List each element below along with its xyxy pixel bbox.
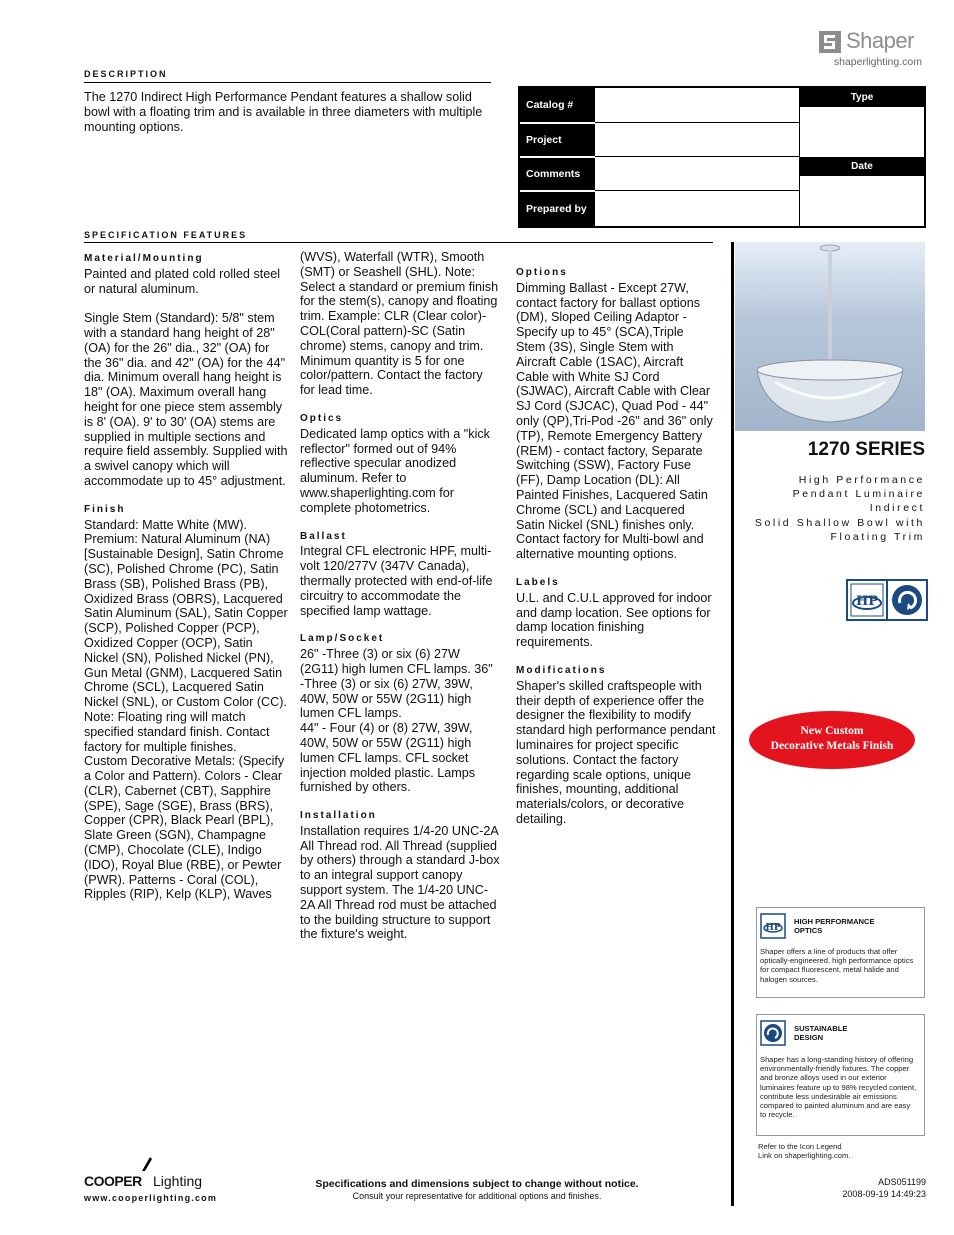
date-field[interactable] [800, 176, 924, 226]
svg-text:HP: HP [765, 923, 781, 933]
comments-label: Comments [520, 158, 595, 190]
catalog-field[interactable] [595, 88, 799, 123]
options-title: Options [516, 267, 568, 278]
sidebar-border [731, 242, 734, 1206]
description-text: The 1270 Indirect High Performance Pendant features a shallow solid bowl with a floating trim and is available in three diameters with multiple mounting options. [84, 90, 483, 134]
optics-title: Optics [300, 412, 344, 424]
subtitle-line: Floating Trim [830, 530, 925, 543]
high-performance-icon [760, 913, 786, 939]
recycle-arrow-icon [760, 1020, 786, 1046]
lighting-wordmark: Lighting [153, 1173, 203, 1189]
ballast-text: Integral CFL electronic HPF, multi-volt 120/277V (347V Canada), thermally protected with end-of-life circuitry to accommodate the specified lamp wattage. [300, 544, 493, 618]
series-subtitle [740, 473, 925, 544]
spec-column-1 [84, 238, 289, 902]
footer-notice: Specifications and dimensions subject to change without notice. [315, 1178, 639, 1190]
badge-line-2: Decorative Metals Finish [770, 740, 894, 752]
legend-sd-text: Shaper has a long-standing history of offering environmentally-friendly fixtures. The copper and bronze alloys used in our exterior luminaires feature up to 98% recycled content, contribute less undesirable air emissions compared to painted aluminum and are easy to recycle. [760, 1055, 917, 1120]
recycle-arrow-icon [888, 581, 926, 619]
spec-column-3 [516, 252, 716, 827]
modifications-title: Modifications [516, 664, 607, 676]
shaper-logo-icon [818, 30, 842, 54]
spec-column-2 [300, 250, 500, 942]
new-finish-badge [749, 711, 915, 769]
material-mounting-title: Material/Mounting [84, 253, 204, 264]
type-label: Type [800, 88, 924, 107]
modifications-text: Shaper's skilled craftspeople with their depth of experience offer the designer the flexibility to modify standard high performance pendant luminaires for project specific solutions. Contact the factory regarding scale options, unique finishes, mounting, additional materials/colors, or decorative detailing. [516, 678, 716, 826]
finish-title: Finish [84, 503, 126, 515]
footer-consult: Consult your representative for additional options and finishes. [352, 1191, 602, 1201]
hp-badge-text: HP [855, 594, 879, 609]
prepared-by-field[interactable] [595, 192, 799, 226]
description-rule [84, 82, 491, 83]
catalog-label: Catalog # [520, 88, 595, 122]
product-photo [735, 242, 925, 431]
brand-url[interactable]: shaperlighting.com [833, 56, 922, 68]
date-label: Date [800, 157, 924, 176]
project-label: Project [520, 124, 595, 156]
lamp-socket-title: Lamp/Socket [300, 633, 385, 645]
legend-hp-box [756, 907, 925, 998]
finish-continued-text: (WVS), Waterfall (WTR), Smooth (SMT) or Seashell (SHL). Note: Select a standard or premium finish for the stem(s), canopy and floating trim. Example: CLR (Clear color)-COL(Coral pattern)-SC (Satin chrome) stems, canopy and trim. Minimum quantity is 5 for one color/pattern. Contact the factory for lead time. [300, 250, 499, 398]
material-mounting-text: Painted and plated cold rolled steel or natural aluminum. Single Stem (Standard): 5/8" stem with a standard hang height of 28" (OA) for the 26" dia., 32" (OA) for the 36" dia. and 42" (OA) for the 44" dia. Minimum overall hang height is 18" (OA). Maximum overall hang height for one piece stem assembly is 8' (OA). 9' to 30' (OA) stems are supplied in multiple sections and require field assembly. Supplied with a swivel canopy which will accommodate up to 45° adjustment. [84, 266, 288, 488]
subtitle-line: Pendant Luminaire [792, 488, 925, 501]
shaper-logo [818, 28, 928, 56]
series-title: 1270 SERIES [807, 439, 925, 460]
legend-hp-title: HIGH PERFORMANCE OPTICS [794, 917, 875, 935]
legend-sd-box [756, 1014, 925, 1136]
high-performance-icon [848, 581, 886, 619]
subtitle-line: Indirect [869, 502, 925, 515]
installation-text: Installation requires 1/4-20 UNC-2A All Thread rod. All Thread (supplied by others) through a standard J-box to an integral support canopy support system. The 1/4-20 UNC-2A All Thread rod must be attached to the building structure to support the fixture's weight. [300, 823, 500, 942]
sustainable-badge[interactable] [886, 579, 928, 621]
badge-line-1: New Custom [800, 725, 864, 737]
cooper-wordmark: COOPER [84, 1173, 142, 1189]
hp-badge[interactable] [846, 579, 888, 621]
cooper-swoosh-icon [140, 1157, 152, 1171]
cooper-logo [84, 1157, 224, 1187]
icon-legend-note[interactable]: Refer to the Icon Legend Link on shaperlighting.com. [758, 1142, 851, 1161]
prepared-by-label: Prepared by [520, 192, 595, 226]
document-timestamp: 2008-09-19 14:49:23 [842, 1189, 926, 1199]
cooper-url[interactable]: www.cooperlighting.com [84, 1193, 218, 1203]
type-field[interactable] [800, 107, 924, 157]
finish-text: Standard: Matte White (MW). Premium: Natural Aluminum (NA) [Sustainable Design], Satin Chrome (SC), Polished Chrome (PC), Satin Brass (SB), Polished Brass (PB), Oxidized Brass (OBRS), Lacquered Satin Aluminum (SAL), Satin Copper (SCP), Polished Copper (PCP), Oxidized Copper (OCP), Satin Nickel (SN), Polished Nickel (PN), Gun Metal (GNM), Lacquered Satin Chrome (SCL), Lacquered Satin Nickel (SNL), or Custom Color (CC). Note: Floating ring will match specified standard finish. Contact factory for multiple finishes. Custom Decorative Metals: (Specify a Color and Pattern). Colors - Clear (CLR), Cabernet (CBT), Sapphire (SPE), Sage (SGE), Brass (BRS), Copper (CPR), Black Pearl (BPL), Slate Green (SGN), Champagne (CMP), Chocolate (CLE), Indigo (IDO), Royal Blue (RBE), or Pewter (PWR). Patterns - Coral (COL), Ripples (RIP), Kelp (KLP), Waves [84, 517, 288, 902]
ballast-title: Ballast [300, 530, 347, 542]
comments-field[interactable] [595, 158, 799, 191]
labels-text: U.L. and C.U.L approved for indoor and damp location. See options for damp location finishing requirements. [516, 590, 712, 650]
shaper-brand-name: Shaper [846, 28, 914, 53]
pendant-fixture-image [735, 242, 925, 431]
optics-text: Dedicated lamp optics with a "kick reflector" formed out of 94% reflective specular anodized aluminum. Refer to www.shaperlighting.com for complete photometrics. [300, 426, 490, 515]
description-heading: DESCRIPTION [84, 69, 168, 79]
options-text: Dimming Ballast - Except 27W, contact factory for ballast options (DM), Sloped Ceiling Adaptor - Specify up to 45° (SCA),Triple Stem (3S), Single Stem with Aircraft Cable (1SAC), Aircraft Cable with White SJ Cord (SJWAC), Aircraft Cable with Clear SJ Cord (SJCAC), Quad Pod - 44" only (QP),Tri-Pod -26" and 36" only (TP), Remote Emergency Battery (REM) - contact factory, Separate Switching (SSW), Factory Fuse (FF), Damp Location (DL): All Painted Finishes, Lacquered Satin Chrome (SCL) and Lacquered Satin Nickel (SNL) finishes only. Contact factory for Multi-bowl and alternative mounting options. [516, 280, 713, 562]
labels-title: Labels [516, 576, 560, 588]
spec-heading: SPECIFICATION FEATURES [84, 230, 248, 240]
legend-hp-text: Shaper offers a line of products that offer optically-engineered, high performance optics for compact fluorescent, metal halide and halogen sources. [760, 947, 914, 984]
subtitle-line: Solid Shallow Bowl with [754, 516, 925, 529]
legend-sd-title: SUSTAINABLE DESIGN [794, 1024, 848, 1042]
project-field[interactable] [595, 124, 799, 157]
order-form [518, 86, 926, 228]
lamp-socket-text: 26" -Three (3) or six (6) 27W (2G11) high lumen CFL lamps. 36" -Three (3) or six (6) 27W, 39W, 40W, 50W or 55W (2G11) high lumen CFL lamps. 44" - Four (4) or (8) 27W, 39W, 40W, 50W or 55W (2G11) high lumen CFL lamps. CFL socket injection molded plastic. Lamps furnished by others. [300, 647, 493, 795]
subtitle-line: High Performance [798, 474, 925, 486]
installation-title: Installation [300, 810, 377, 822]
document-id: ADS051199 [878, 1177, 926, 1187]
